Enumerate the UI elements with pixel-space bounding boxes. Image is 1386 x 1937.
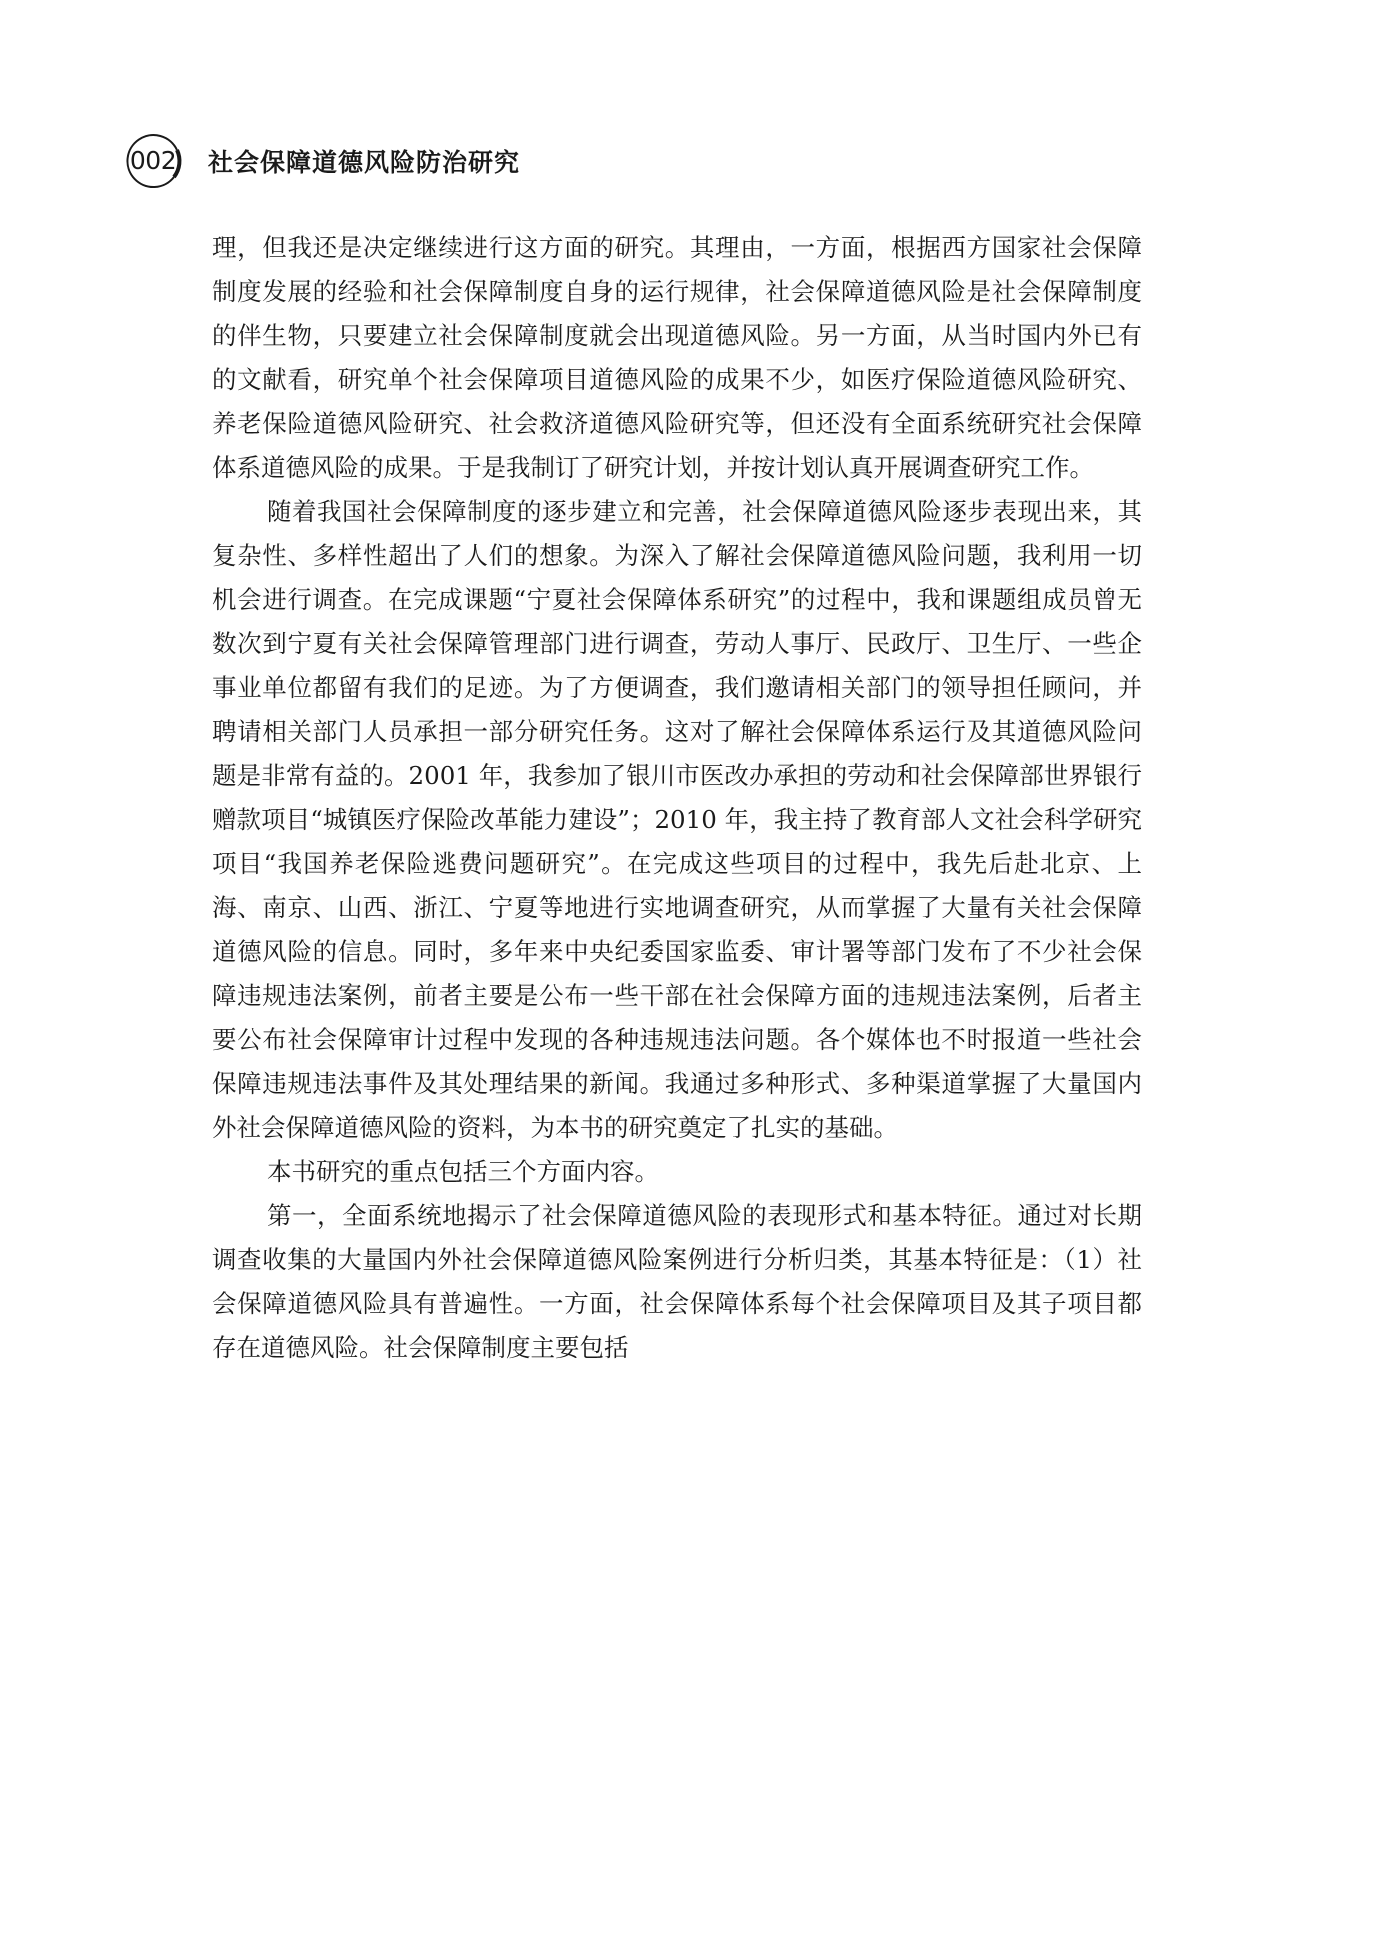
paragraph-4: 第一，全面系统地揭示了社会保障道德风险的表现形式和基本特征。通过对长期调查收集的大量国内外社会保障道德风险案例进行分析归类，其基本特征是：（1）社会保障道德风险具有普遍性。一方面，社会保障体系每个社会保障项目及其子项目都存在道德风险。社会保障制度主要包括 xyxy=(212,1201,1142,1362)
body-text xyxy=(212,226,1142,1370)
page-number: 002 xyxy=(129,146,177,175)
paragraph-1: 理，但我还是决定继续进行这方面的研究。其理由，一方面，根据西方国家社会保障制度发展的经验和社会保障制度自身的运行规律，社会保障道德风险是社会保障制度的伴生物，只要建立社会保障制度就会出现道德风险。另一方面，从当时国内外已有的文献看，研究单个社会保障项目道德风险的成果不少，如医疗保险道德风险研究、养老保险道德风险研究、社会救济道德风险研究等，但还没有全面系统研究社会保障体系道德风险的成果。于是我制订了研究计划，并按计划认真开展调查研究工作。 xyxy=(212,233,1142,482)
paragraph-2: 随着我国社会保障制度的逐步建立和完善，社会保障道德风险逐步表现出来，其复杂性、多样性超出了人们的想象。为深入了解社会保障道德风险问题，我利用一切机会进行调查。在完成课题“宁夏社会保障体系研究”的过程中，我和课题组成员曾无数次到宁夏有关社会保障管理部门进行调查，劳动人事厅、民政厅、卫生厅、一些企事业单位都留有我们的足迹。为了方便调查，我们邀请相关部门的领导担任顾问，并聘请相关部门人员承担一部分研究任务。这对了解社会保障体系运行及其道德风险问题是非常有益的。2001 年，我参加了银川市医改办承担的劳动和社会保障部世界银行赠款项目“城镇医疗保险改革能力建设”；2010 年，我主持了教育部人文社会科学研究项目“我国养老保险逃费问题研究”。在完成这些项目的过程中，我先后赴北京、上海、南京、山西、浙江、宁夏等地进行实地调查研究，从而掌握了大量有关社会保障道德风险的信息。同时，多年来中央纪委国家监委、审计署等部门发布了不少社会保障违规违法案例，前者主要是公布一些干部在社会保障方面的违规违法案例，后者主要公布社会保障审计过程中发现的各种违规违法问题。各个媒体也不时报道一些社会保障违规违法事件及其处理结果的新闻。我通过多种形式、多种渠道掌握了大量国内外社会保障道德风险的资料，为本书的研究奠定了扎实的基础。 xyxy=(212,497,1142,1142)
book-title: 社会保障道德风险防治研究 xyxy=(208,148,521,177)
running-header xyxy=(122,128,520,194)
paragraph-3: 本书研究的重点包括三个方面内容。 xyxy=(267,1157,659,1186)
page-number-badge xyxy=(122,130,184,192)
